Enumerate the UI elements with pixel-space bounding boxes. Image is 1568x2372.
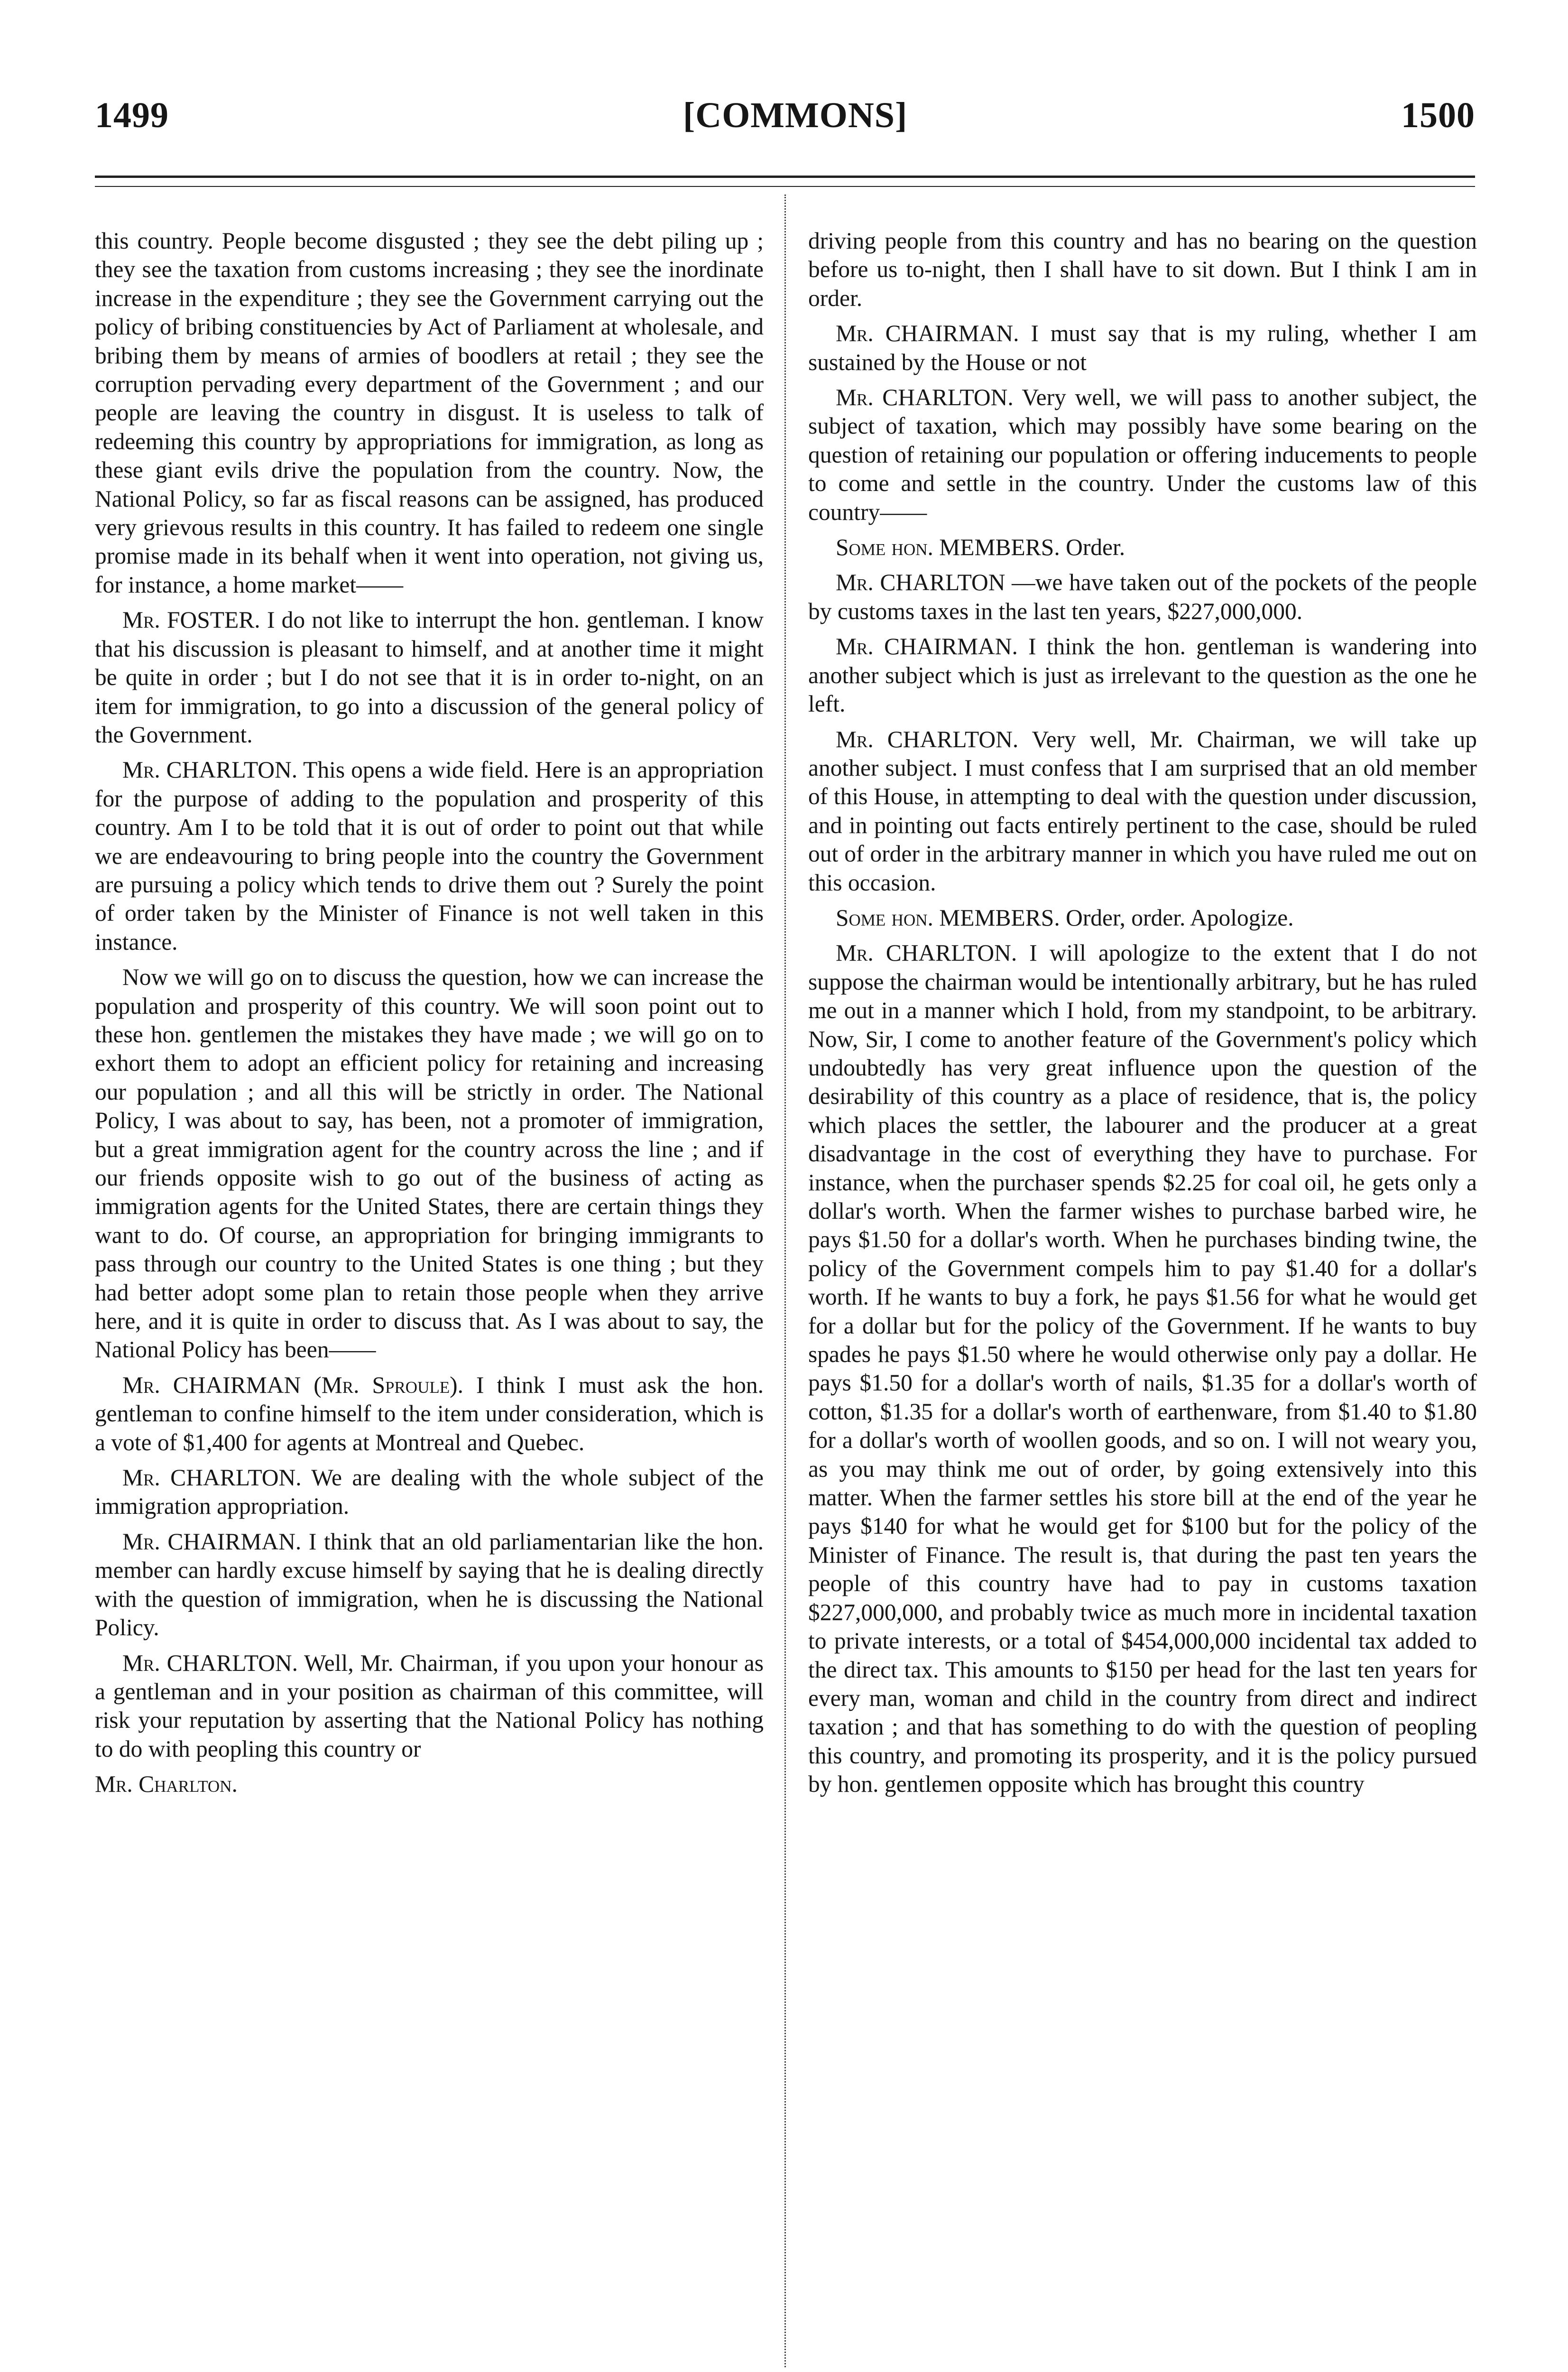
header-rule-thin: [95, 186, 1475, 187]
paragraph-text: —we have taken out of the pockets of the people by customs taxes in the last ten years, $227,000,000.: [808, 569, 1477, 624]
paragraph-text: This opens a wide field. Here is an appropriation for the purpose of adding to the population and prosperity of this country. Am I to be told that it is out of order to point out that while we are endeavouring to bring people into the country the Government are pursuing a policy which tends to drive them out ? Surely the point of order taken by the Minister of Finance is not well taken in this instance.: [95, 757, 764, 955]
paragraph-text: I think that an old parliamentarian like the hon. member can hardly excuse himself by saying that he is dealing directly with the question of immigration, when he is discussing the National Policy.: [95, 1528, 764, 1641]
page-number-left: 1499: [95, 95, 169, 135]
paragraph-text: Now we will go on to discuss the question, how we can increase the population and prosperity of this country. We will soon point out to these hon. gentlemen the mistakes they have made ; we will go on to exhort them to adopt an efficient policy for retaining and increasing our population ; and all this will be strictly in order. The National Policy, I was about to say, has been, not a promoter of immigration, but a great immigration agent for the country across the line ; and if our friends opposite wish to go out of the business of acting as immigration agents for the United States, there are certain things they want to do. Of course, an appropriation for bringing immigrants to pass through our country to the United States is one thing ; but they had better adopt some plan to retain those people when they arrive here, and it is quite in order to discuss that. As I was about to say, the National Policy has been——: [95, 964, 764, 1363]
right-column: [808, 227, 1477, 1806]
speaker-name: Mr. CHARLTON.: [122, 757, 298, 783]
paragraph-text: driving people from this country and has no bearing on the question before us to-night, then I shall have to sit down. But I think I am in order.: [808, 228, 1477, 311]
paragraph-text: I think the hon. gentleman is wandering into another subject which is just as irrelevant to the question as the one he left.: [808, 633, 1477, 717]
header-rule: [95, 176, 1475, 178]
paragraph-text: I think I must ask the hon. gentleman to confine himself to the item under consideration, which is a vote of $1,400 for agents at Montreal and Quebec.: [95, 1371, 764, 1455]
page-title: [COMMONS]: [683, 95, 908, 135]
paragraph: [808, 383, 1477, 527]
footer-speaker-name: Mr. Charlton.: [95, 1771, 238, 1798]
paragraph-text: Order, order. Apologize.: [1066, 904, 1294, 931]
paragraph: [808, 319, 1477, 377]
speaker-name: Some hon. MEMBERS.: [836, 534, 1060, 561]
paragraph: [95, 227, 764, 599]
speaker-name: Mr. CHAIRMAN (Mr. Sproule).: [122, 1371, 463, 1398]
paragraph-text: Very well, Mr. Chairman, we will take up another subject. I must confess that I am surprised that an old member of this House, in attempting to deal with the question under discussion, and in pointing out facts entirely pertinent to the case, should be ruled out of order in the arbitrary manner in which you have ruled me out on this occasion.: [808, 726, 1477, 896]
paragraph-text: We are dealing with the whole subject of the immigration appropriation.: [95, 1464, 764, 1520]
page-number-right: 1500: [1401, 95, 1475, 135]
paragraph-text: I must say that is my ruling, whether I am sustained by the House or not: [808, 320, 1477, 375]
paragraph: [808, 725, 1477, 897]
paragraph: [95, 1649, 764, 1764]
paragraph: [95, 1770, 764, 1798]
paragraph-text: this country. People become disgusted ; they see the debt piling up ; they see the taxation from customs increasing ; they see the inordinate increase in the expenditure ; they see the Government carrying out the policy of bribing constituencies by Act of Parliament at wholesale, and bribing them by means of armies of boodlers at retail ; they see the corruption pervading every department of the Government ; and our people are leaving the country in disgust. It is useless to talk of redeeming this country by appropriations for immigration, as long as these giant evils drive the population from the country. Now, the National Policy, so far as fiscal reasons can be assigned, has produced very grievous results in this country. It has failed to redeem one single promise made in its behalf when it went into operation, not giving us, for instance, a home market——: [95, 228, 764, 598]
speaker-name: Mr. CHARLTON: [836, 569, 1005, 596]
paragraph-text: I do not like to interrupt the hon. gentleman. I know that his discussion is pleasant to himself, and at another time it might be quite in order ; but I do not see that it is in order to-night, on an item for immigration, to go into a discussion of the general policy of the Government.: [95, 607, 764, 748]
speaker-name: Mr. CHARLTON.: [122, 1649, 298, 1676]
paragraph-text: Well, Mr. Chairman, if you upon your honour as a gentleman and in your position as chairman of this committee, will risk your reputation by asserting that the National Policy has nothing to do with peopling this country or: [95, 1649, 764, 1762]
speaker-name: Mr. FOSTER.: [122, 607, 260, 633]
paragraph: [808, 533, 1477, 562]
speaker-name: Some hon. MEMBERS.: [836, 904, 1060, 931]
running-head: [95, 95, 1475, 147]
paragraph: [95, 756, 764, 956]
paragraph: [95, 963, 764, 1364]
speaker-name: Mr. CHARLTON.: [836, 384, 1014, 411]
paragraph-text: I will apologize to the extent that I do not suppose the chairman would be intentionally arbitrary, but he has ruled me out in a manner which I hold, from my standpoint, to be arbitrary. Now, Sir, I come to another feature of the Government's policy which undoubtedly has very great influence upon the question of the desirability of this country as a place of residence, that is, the policy which places the settler, the labourer and the producer at a great disadvantage in the cost of everything they have to purchase. For instance, when the purchaser spends $2.25 for coal oil, he gets only a dollar's worth. When the farmer wishes to purchase barbed wire, he pays $1.50 for a dollar's worth. When he purchases binding twine, the policy of the Government compels him to pay $1.40 for a dollar's worth. If he wants to buy a fork, he pays $1.56 for what he would get for a dollar but for the policy of the Government. If he wants to buy spades he pays $1.50 where he would otherwise only pay a dollar. He pays $1.50 for a dollar's worth of nails, $1.35 for a dollar's worth of cotton, $1.35 for a dollar's worth of earthenware, from $1.40 to $1.80 for a dollar's worth of woollen goods, and so on. I will not weary you, as you may think me out of order, by going extensively into this matter. When the farmer settles his store bill at the end of the year he pays $140 for what he would get for $100 but for the policy of the Minister of Finance. The result is, that during the past ten years the people of this country have had to pay in customs taxation $227,000,000, and probably twice as much more in incidental taxation to private interests, or a total of $454,000,000 incidental tax added to the direct tax. This amounts to $150 per head for the last ten years for every man, woman and child in the country from direct and indirect taxation ; and that has something to do with the question of peopling this country, and promoting its prosperity, and it is the policy pursued by hon. gentlemen opposite which has brought this country: [808, 940, 1477, 1798]
left-column: [95, 227, 764, 1806]
column-divider: [784, 195, 786, 2367]
paragraph: [95, 1528, 764, 1642]
paragraph: [808, 939, 1477, 1798]
paragraph: [95, 606, 764, 749]
paragraph: [808, 227, 1477, 313]
paragraph: [808, 568, 1477, 626]
speaker-name: Mr. CHAIRMAN.: [122, 1528, 302, 1555]
paragraph: [808, 904, 1477, 932]
speaker-name: Mr. CHARLTON.: [836, 726, 1019, 752]
paragraph: [95, 1371, 764, 1457]
paragraph-text: Very well, we will pass to another subject, the subject of taxation, which may possibly have some bearing on the question of retaining our population or offering inducements to people to come and settle in the country. Under the customs law of this country——: [808, 384, 1477, 525]
speaker-name: Mr. CHARLTON.: [122, 1464, 302, 1491]
speaker-name: Mr. CHARLTON.: [836, 940, 1017, 966]
speaker-name: Mr. CHAIRMAN.: [836, 320, 1019, 347]
paragraph-text: Order.: [1066, 534, 1125, 561]
paragraph: [95, 1464, 764, 1521]
speaker-name: Mr. CHAIRMAN.: [836, 633, 1018, 660]
paragraph: [808, 632, 1477, 718]
